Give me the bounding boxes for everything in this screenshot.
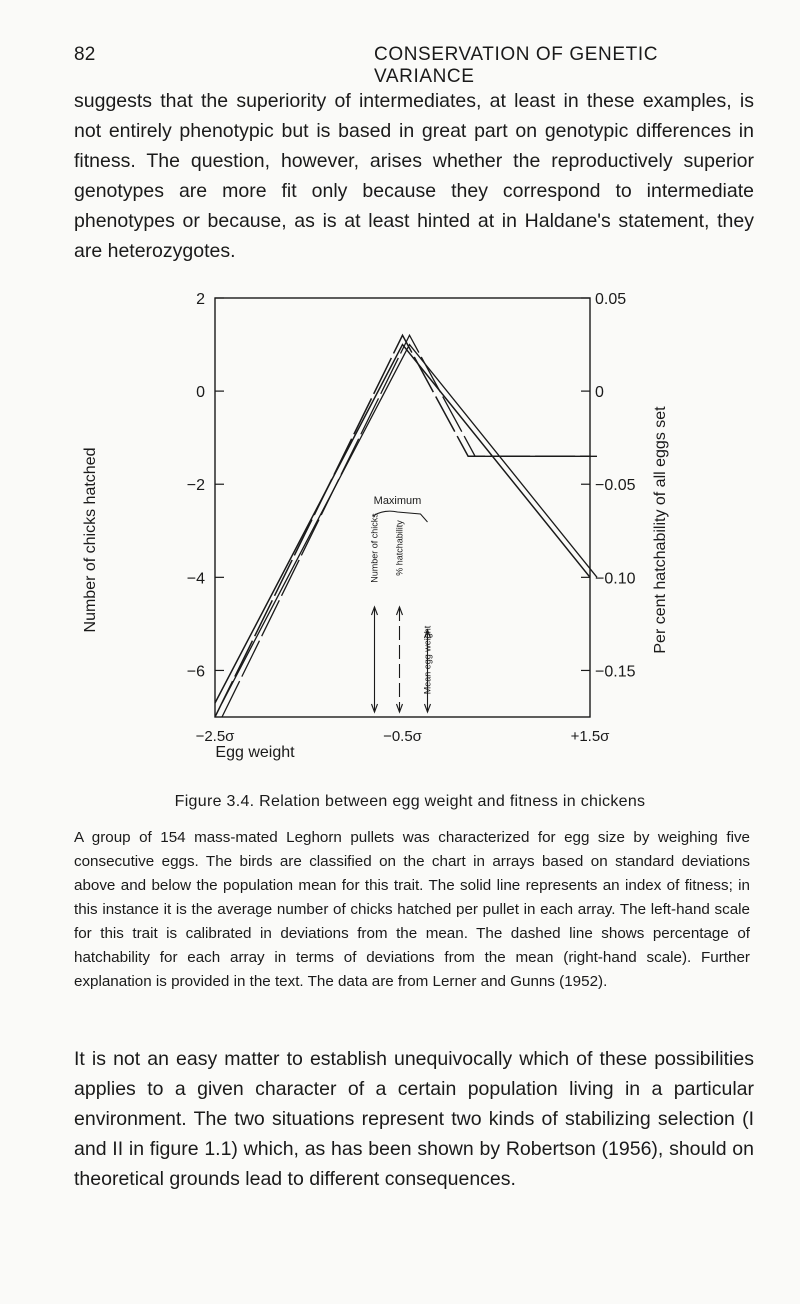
y-left-tick-label: −4 xyxy=(186,570,205,588)
y-right-tick-label: 0 xyxy=(595,384,604,402)
y-axis-left-title: Number of chicks hatched xyxy=(82,447,99,633)
figure-caption-body: A group of 154 mass-mated Leghorn pullets was characterized for egg size by weighing five consecutive eggs. The birds are classified on the chart in arrays based on standard deviations above and below the population mean for this trait. The solid line represents an index of fitness; in this instance it is the average number of chicks hatched per pullet in each array. The left-hand scale for this trait is calibrated in deviations from the mean. The dashed line shows percentage of hatchability for each array in terms of deviations from the mean (right-hand scale). Further explanation is provided in the text. The data are from Lerner and Gunns (1952). xyxy=(74,829,750,990)
y-left-tick-label: 0 xyxy=(196,384,205,402)
y-left-tick-label: 2 xyxy=(196,291,205,308)
arrow-hatchability-label: % hatchability xyxy=(394,520,405,576)
y-left-tick-label: −2 xyxy=(186,477,205,495)
page-header xyxy=(74,44,746,87)
body-paragraph-1: suggests that the superiority of intermediates, at least in these examples, is not entirely phenotypic but is based in great part on genotypic differences in fitness. The question, however, arises whether the reproductively superior genotypes are more fit only because they correspond to intermediate phenotypes or because, as is at least hinted at in Haldane's statement, they are heterozygotes. xyxy=(74,90,754,262)
y-right-tick-label: −0.10 xyxy=(595,570,636,588)
figure-chart xyxy=(82,282,700,762)
arrow-number-of-chicks-label: Number of chicks xyxy=(369,513,380,583)
page-number: 82 xyxy=(74,44,96,65)
y-axis-right-title: Per cent hatchability of all eggs set xyxy=(652,406,669,654)
maximum-label: Maximum xyxy=(373,495,422,507)
running-title: CONSERVATION OF GENETIC VARIANCE xyxy=(374,44,659,87)
arrow-mean-egg-weight-label: Mean egg weight xyxy=(422,625,433,695)
y-right-tick-label: −0.05 xyxy=(595,477,636,495)
x-tick-label: −0.5σ xyxy=(383,728,422,745)
body-paragraph-2: It is not an easy matter to establish unequivocally which of these possibilities applies to a given character of a certain population living in a particular environment. The two situations represent two kinds of stabilizing selection (I and II in figure 1.1) which, as has been shown by Robertson (1956), should on theoretical grounds lead to different consequences. xyxy=(74,1048,754,1190)
chart-svg xyxy=(82,282,700,762)
x-tick-label: +1.5σ xyxy=(570,728,610,745)
x-tick-label: −2.5σ xyxy=(195,728,235,745)
series-line-number-of-chicks-inner xyxy=(222,345,597,703)
y-right-tick-label: 0.05 xyxy=(595,291,627,308)
y-right-tick-label: −0.15 xyxy=(595,663,636,681)
figure-caption-title: Figure 3.4. Relation between egg weight and fitness in chickens xyxy=(174,793,646,810)
y-left-tick-label: −6 xyxy=(186,663,205,681)
series-line-hatchability-inner xyxy=(222,335,597,717)
x-axis-title: Egg weight xyxy=(215,744,295,761)
